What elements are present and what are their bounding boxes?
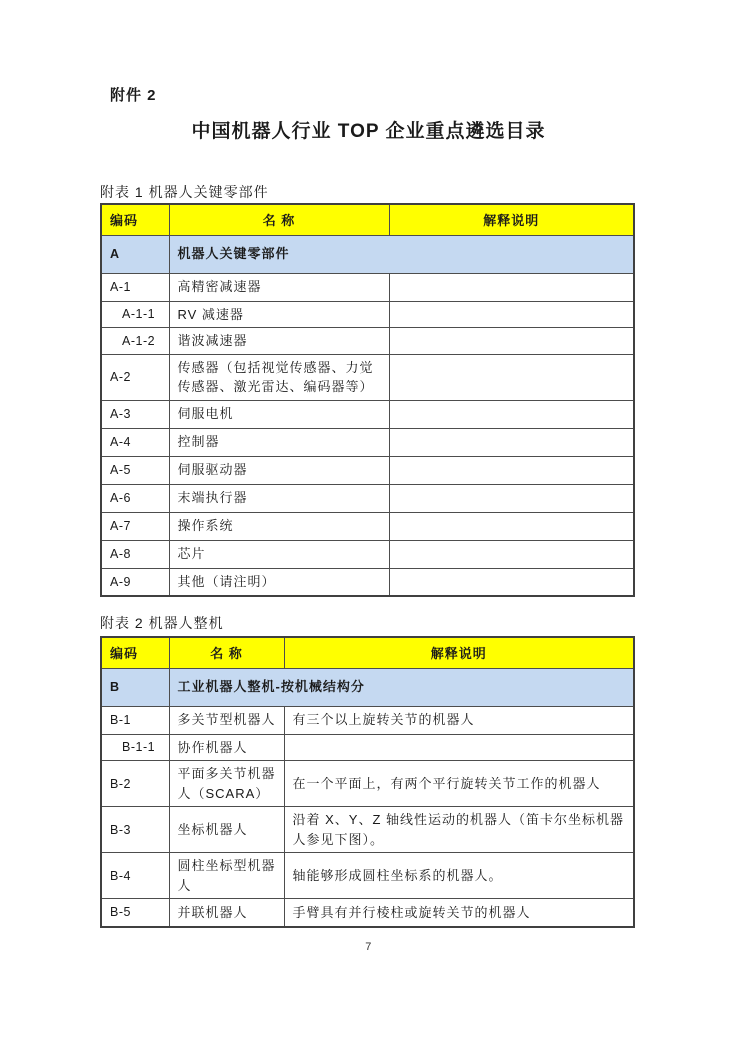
desc-cell bbox=[389, 328, 634, 355]
desc-cell: 有三个以上旋转关节的机器人 bbox=[284, 706, 634, 734]
code-cell: A-1-1 bbox=[101, 301, 169, 328]
section-code-cell: A bbox=[101, 235, 169, 273]
table1-header-row bbox=[101, 204, 634, 235]
table-row bbox=[101, 400, 634, 428]
code-cell: A-1 bbox=[101, 273, 169, 301]
desc-cell: 轴能够形成圆柱坐标系的机器人。 bbox=[284, 853, 634, 899]
name-cell: 协作机器人 bbox=[169, 734, 284, 761]
section-name-cell: 机器人关键零部件 bbox=[169, 235, 634, 273]
name-cell: 传感器（包括视觉传感器、力觉传感器、激光雷达、编码器等） bbox=[169, 354, 389, 400]
name-cell: 伺服电机 bbox=[169, 400, 389, 428]
table1-caption: 附表 1 机器人关键零部件 bbox=[100, 184, 269, 200]
table-row bbox=[101, 354, 634, 400]
code-cell: B-3 bbox=[101, 807, 169, 853]
table-row bbox=[101, 456, 634, 484]
table2-col-header-code: 编码 bbox=[101, 637, 169, 668]
code-cell: B-1-1 bbox=[101, 734, 169, 761]
desc-cell bbox=[389, 301, 634, 328]
table-row bbox=[101, 328, 634, 355]
desc-cell bbox=[389, 354, 634, 400]
desc-cell: 在一个平面上，有两个平行旋转关节工作的机器人 bbox=[284, 761, 634, 807]
name-cell: 芯片 bbox=[169, 540, 389, 568]
desc-cell bbox=[389, 568, 634, 596]
desc-cell bbox=[389, 456, 634, 484]
desc-cell bbox=[389, 540, 634, 568]
document-title: 中国机器人行业 TOP 企业重点遴选目录 bbox=[191, 121, 546, 142]
table2-section-row bbox=[101, 668, 634, 706]
desc-cell: 手臂具有并行棱柱或旋转关节的机器人 bbox=[284, 899, 634, 927]
desc-cell bbox=[389, 512, 634, 540]
code-cell: A-6 bbox=[101, 484, 169, 512]
page-number: 7 bbox=[365, 941, 372, 953]
name-cell: 伺服驱动器 bbox=[169, 456, 389, 484]
desc-cell bbox=[389, 484, 634, 512]
code-cell: A-8 bbox=[101, 540, 169, 568]
desc-cell bbox=[389, 273, 634, 301]
table-row bbox=[101, 807, 634, 853]
name-cell: 其他（请注明） bbox=[169, 568, 389, 596]
code-cell: B-5 bbox=[101, 899, 169, 927]
table-row bbox=[101, 761, 634, 807]
table1-col-header-name: 名 称 bbox=[169, 204, 389, 235]
code-cell: A-7 bbox=[101, 512, 169, 540]
table1-col-header-desc: 解释说明 bbox=[389, 204, 634, 235]
table2-complete-robots bbox=[100, 636, 635, 928]
name-cell: 平面多关节机器人（SCARA） bbox=[169, 761, 284, 807]
name-cell: RV 减速器 bbox=[169, 301, 389, 328]
section-name-cell: 工业机器人整机-按机械结构分 bbox=[169, 668, 634, 706]
name-cell: 末端执行器 bbox=[169, 484, 389, 512]
table2-col-header-name: 名 称 bbox=[169, 637, 284, 668]
name-cell: 并联机器人 bbox=[169, 899, 284, 927]
desc-cell bbox=[389, 400, 634, 428]
attachment-label: 附件 2 bbox=[110, 87, 157, 104]
desc-cell bbox=[389, 428, 634, 456]
code-cell: A-1-2 bbox=[101, 328, 169, 355]
table-row bbox=[101, 853, 634, 899]
desc-cell bbox=[284, 734, 634, 761]
table1-key-components bbox=[100, 203, 635, 597]
code-cell: B-2 bbox=[101, 761, 169, 807]
table-row bbox=[101, 484, 634, 512]
name-cell: 圆柱坐标型机器人 bbox=[169, 853, 284, 899]
code-cell: B-1 bbox=[101, 706, 169, 734]
table-row bbox=[101, 301, 634, 328]
table-row bbox=[101, 273, 634, 301]
code-cell: A-4 bbox=[101, 428, 169, 456]
table-row bbox=[101, 428, 634, 456]
name-cell: 操作系统 bbox=[169, 512, 389, 540]
table1-section-row bbox=[101, 235, 634, 273]
name-cell: 高精密减速器 bbox=[169, 273, 389, 301]
table-row bbox=[101, 734, 634, 761]
name-cell: 控制器 bbox=[169, 428, 389, 456]
code-cell: A-9 bbox=[101, 568, 169, 596]
table-row bbox=[101, 899, 634, 927]
table2-header-row bbox=[101, 637, 634, 668]
desc-cell: 沿着 X、Y、Z 轴线性运动的机器人（笛卡尔坐标机器人参见下图）。 bbox=[284, 807, 634, 853]
section-code-cell: B bbox=[101, 668, 169, 706]
table-row bbox=[101, 540, 634, 568]
table1-col-header-code: 编码 bbox=[101, 204, 169, 235]
name-cell: 谐波减速器 bbox=[169, 328, 389, 355]
table-row bbox=[101, 512, 634, 540]
code-cell: A-2 bbox=[101, 354, 169, 400]
code-cell: B-4 bbox=[101, 853, 169, 899]
code-cell: A-3 bbox=[101, 400, 169, 428]
code-cell: A-5 bbox=[101, 456, 169, 484]
name-cell: 坐标机器人 bbox=[169, 807, 284, 853]
table2-col-header-desc: 解释说明 bbox=[284, 637, 634, 668]
table-row bbox=[101, 706, 634, 734]
table-row bbox=[101, 568, 634, 596]
name-cell: 多关节型机器人 bbox=[169, 706, 284, 734]
table2-caption: 附表 2 机器人整机 bbox=[100, 615, 224, 631]
